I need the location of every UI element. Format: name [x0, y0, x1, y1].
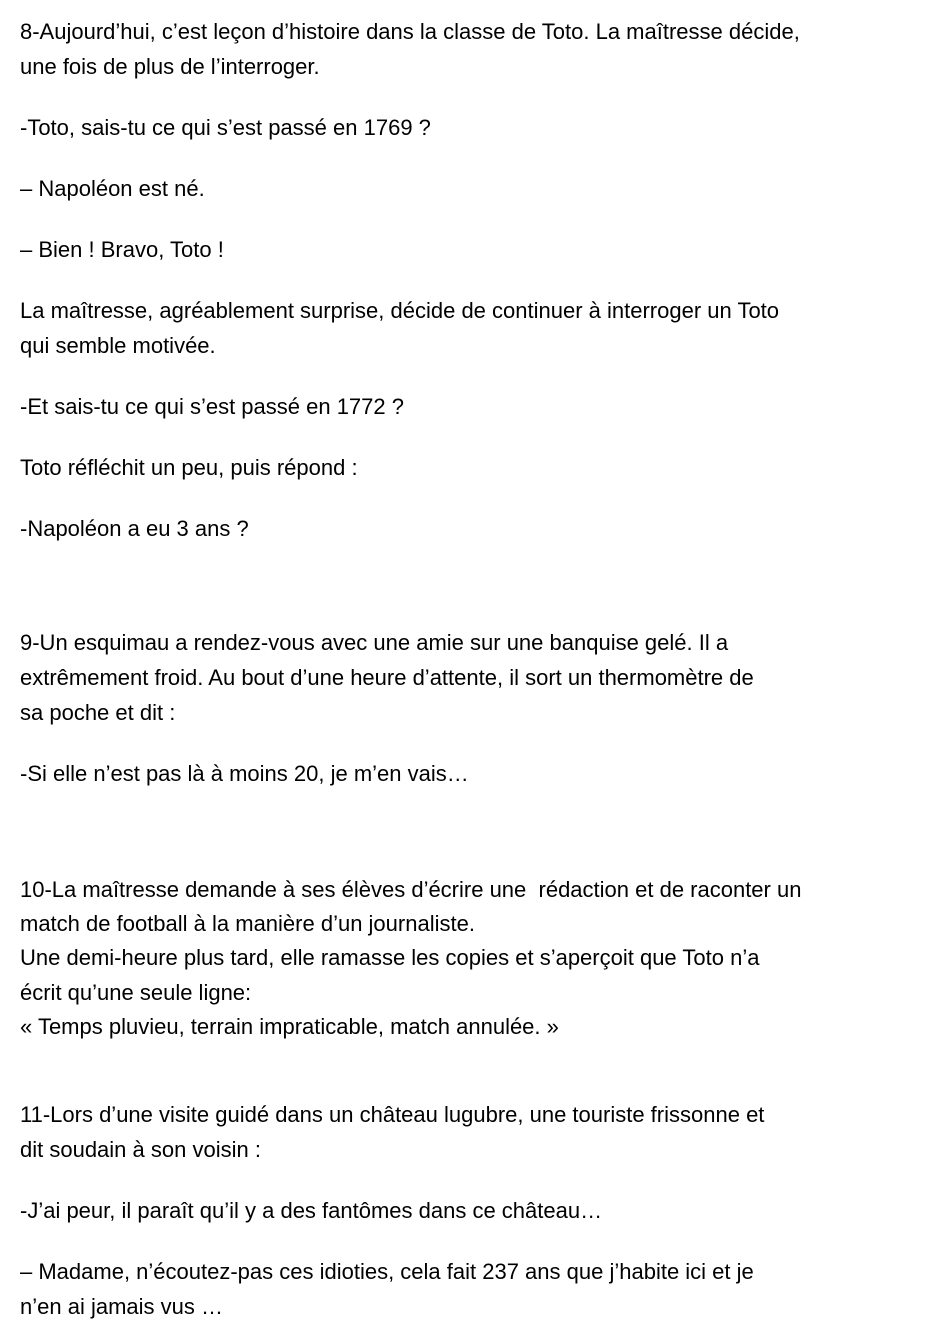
joke-8-line-6: La maîtresse, agréablement surprise, décide de continuer à interroger un Toto [20, 298, 780, 323]
joke-8-line-7: qui semble motivée. [20, 333, 216, 358]
joke-10-line-3: Une demi-heure plus tard, elle ramasse les copies et s’aperçoit que Toto n’a [20, 945, 760, 970]
joke-8-line-3: -Toto, sais-tu ce qui s’est passé en 1769 ? [20, 115, 431, 140]
joke-10-line-2: match de football à la manière d’un journaliste. [20, 911, 475, 936]
joke-8-line-2: une fois de plus de l’interroger. [20, 54, 320, 79]
joke-11-line-4: – Madame, n’écoutez-pas ces idioties, cela fait 237 ans que j’habite ici et je [20, 1259, 754, 1284]
joke-8-line-8: -Et sais-tu ce qui s’est passé en 1772 ? [20, 394, 404, 419]
joke-11-line-3: -J’ai peur, il paraît qu’il y a des fantômes dans ce château… [20, 1198, 603, 1223]
joke-8-line-5: – Bien ! Bravo, Toto ! [20, 237, 224, 262]
joke-9-line-1: 9-Un esquimau a rendez-vous avec une amie sur une banquise gelé. Il a [20, 630, 729, 655]
joke-8-line-9: Toto réfléchit un peu, puis répond : [20, 455, 358, 480]
joke-11-line-2: dit soudain à son voisin : [20, 1137, 261, 1162]
joke-11-line-1: 11-Lors d’une visite guidé dans un château lugubre, une touriste frissonne et [20, 1102, 765, 1127]
joke-9-line-2: extrêmement froid. Au bout d’une heure d’attente, il sort un thermomètre de [20, 665, 754, 690]
joke-10-line-5: « Temps pluvieu, terrain impraticable, match annulée. » [20, 1014, 559, 1039]
joke-8-line-4: – Napoléon est né. [20, 176, 205, 201]
joke-9-line-4: -Si elle n’est pas là à moins 20, je m’en vais… [20, 761, 469, 786]
joke-11-line-5: n’en ai jamais vus … [20, 1294, 223, 1319]
joke-10-line-4: écrit qu’une seule ligne: [20, 980, 252, 1005]
joke-8-line-10: -Napoléon a eu 3 ans ? [20, 516, 249, 541]
joke-9-line-3: sa poche et dit : [20, 700, 176, 725]
joke-10-line-1: 10-La maîtresse demande à ses élèves d’écrire une rédaction et de raconter un [20, 877, 802, 902]
joke-8-line-1: 8-Aujourd’hui, c’est leçon d’histoire dans la classe de Toto. La maîtresse décide, [20, 19, 800, 44]
